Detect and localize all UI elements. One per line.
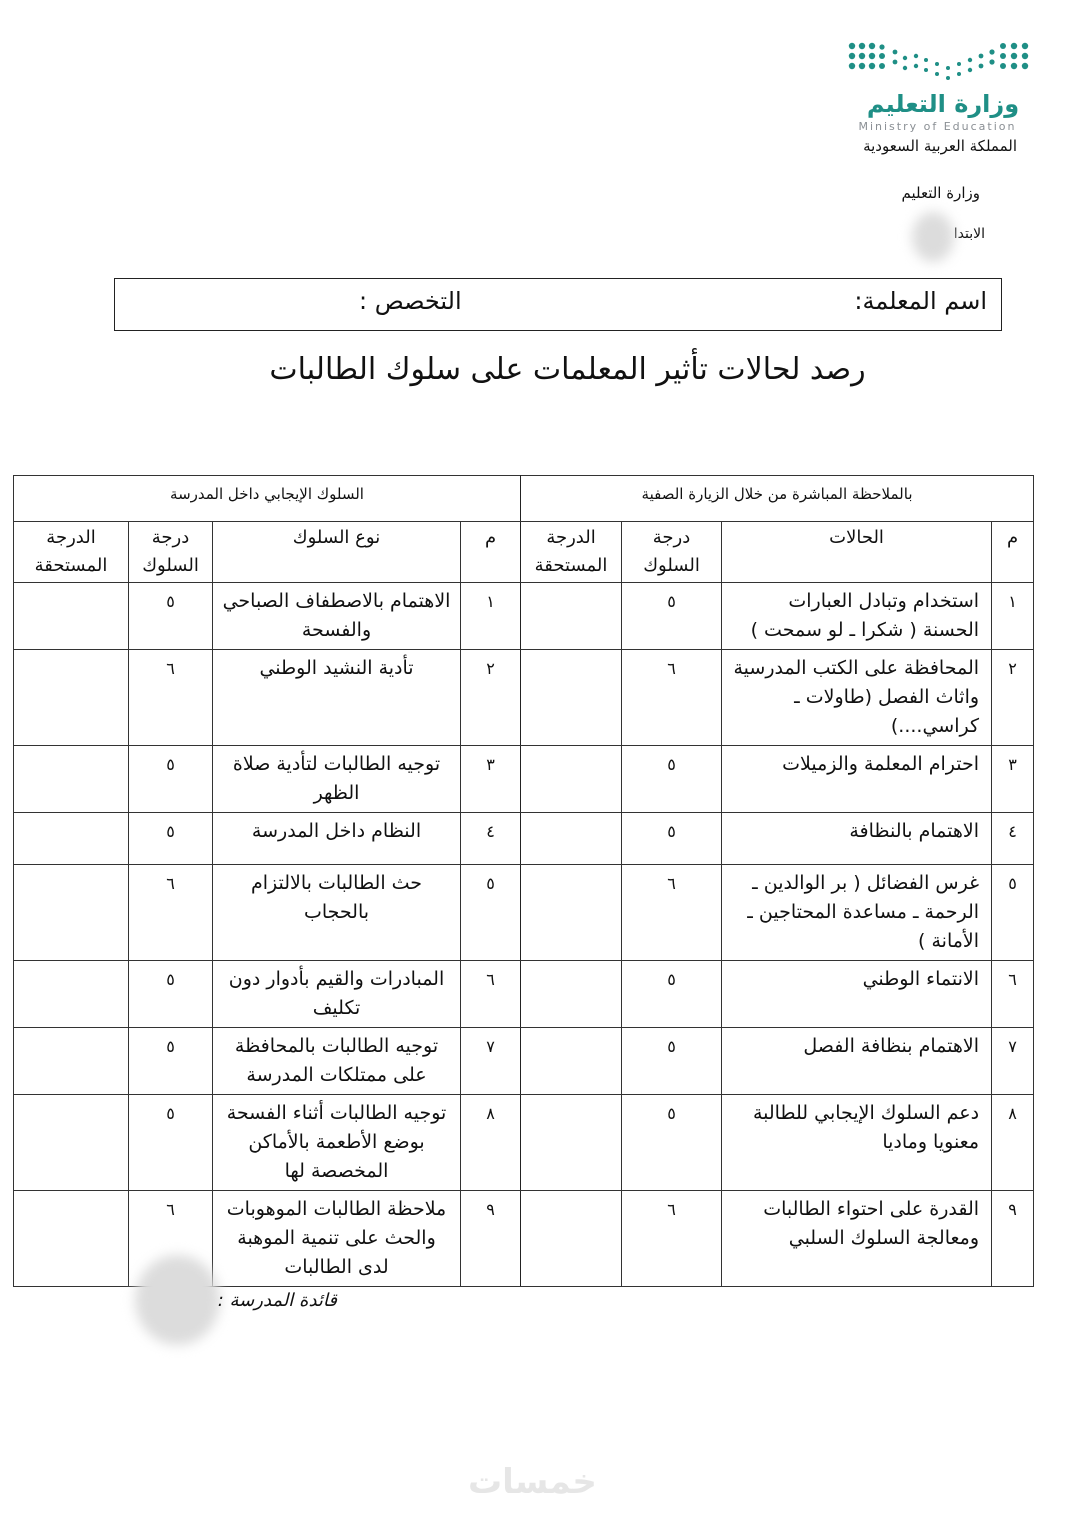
behavior-grade: ٥ bbox=[129, 1028, 213, 1095]
behavior-grade: ٦ bbox=[129, 865, 213, 961]
behavior-type-text: الاهتمام بالاصطفاف الصباحي والفسحة bbox=[213, 583, 461, 650]
case-text: القدرة على احتواء الطالبات ومعالجة السلوك السلبي bbox=[722, 1191, 992, 1287]
behavior-table bbox=[13, 475, 1034, 1287]
case-behavior-grade: ٥ bbox=[622, 1095, 722, 1191]
behavior-type-text: توجيه الطالبات لتأدية صلاة الظهر bbox=[213, 746, 461, 813]
school-line: الابتدا bbox=[953, 226, 985, 242]
page-title: رصد لحالات تأثير المعلمات على سلوك الطالبات bbox=[269, 352, 866, 387]
kingdom-line: المملكة العربية السعودية bbox=[863, 137, 1017, 155]
behavior-type-text: المبادرات والقيم بأدوار دون تكليف bbox=[213, 961, 461, 1028]
case-earned-grade bbox=[521, 1028, 622, 1095]
row-num-observation: ٦ bbox=[992, 961, 1034, 1028]
case-earned-grade bbox=[521, 1191, 622, 1287]
behavior-earned-grade bbox=[14, 961, 129, 1028]
logo-arabic-text: وزارة التعليم bbox=[866, 90, 1020, 118]
row-num-behavior: ٦ bbox=[461, 961, 521, 1028]
case-text: الانتماء الوطني bbox=[722, 961, 992, 1028]
row-num-observation: ٣ bbox=[992, 746, 1034, 813]
case-behavior-grade: ٦ bbox=[622, 1191, 722, 1287]
behavior-type-text: توجيه الطالبات بالمحافظة على ممتلكات المدرسة bbox=[213, 1028, 461, 1095]
case-earned-grade bbox=[521, 961, 622, 1028]
case-text: الاهتمام بنظافة الفصل bbox=[722, 1028, 992, 1095]
case-behavior-grade: ٥ bbox=[622, 813, 722, 865]
behavior-earned-grade bbox=[14, 583, 129, 650]
header-behavior-grade: درجة السلوك bbox=[129, 522, 213, 583]
behavior-type-text: توجيه الطالبات أثناء الفسحة بوضع الأطعمة بالأماكن المخصصة لها bbox=[213, 1095, 461, 1191]
behavior-earned-grade bbox=[14, 865, 129, 961]
case-text: الاهتمام بالنظافة bbox=[722, 813, 992, 865]
header-earned-grade: الدرجة المستحقة bbox=[14, 522, 129, 583]
behavior-earned-grade bbox=[14, 1028, 129, 1095]
row-num-behavior: ٥ bbox=[461, 865, 521, 961]
behavior-grade: ٥ bbox=[129, 813, 213, 865]
case-earned-grade bbox=[521, 813, 622, 865]
behavior-earned-grade bbox=[14, 1095, 129, 1191]
row-num-behavior: ١ bbox=[461, 583, 521, 650]
specialty-label: التخصص : bbox=[359, 287, 462, 315]
case-behavior-grade: ٥ bbox=[622, 961, 722, 1028]
behavior-grade: ٦ bbox=[129, 1191, 213, 1287]
header-behavior-grade: درجة السلوك bbox=[622, 522, 722, 583]
case-text: غرس الفضائل ( بر الوالدين ـ الرحمة ـ مساعدة المحتاجين ـ الأمانة ) bbox=[722, 865, 992, 961]
teacher-name-label: اسم المعلمة: bbox=[854, 287, 987, 315]
redaction-blur bbox=[912, 212, 954, 262]
behavior-type-text: ملاحظة الطالبات الموهوبات والحث على تنمية الموهبة لدى الطالبات bbox=[213, 1191, 461, 1287]
header-earned-grade: الدرجة المستحقة bbox=[521, 522, 622, 583]
behavior-grade: ٥ bbox=[129, 961, 213, 1028]
behavior-grade: ٥ bbox=[129, 746, 213, 813]
section-header-row bbox=[14, 476, 1034, 522]
table-body bbox=[14, 583, 1034, 1287]
table-row bbox=[14, 813, 1034, 865]
behavior-grade: ٦ bbox=[129, 650, 213, 746]
behavior-grade: ٥ bbox=[129, 583, 213, 650]
row-num-observation: ١ bbox=[992, 583, 1034, 650]
header-num: م bbox=[992, 522, 1034, 583]
table-row bbox=[14, 865, 1034, 961]
case-earned-grade bbox=[521, 583, 622, 650]
table-row bbox=[14, 1095, 1034, 1191]
case-earned-grade bbox=[521, 865, 622, 961]
behavior-type-text: تأدية النشيد الوطني bbox=[213, 650, 461, 746]
case-text: المحافظة على الكتب المدرسية واثاث الفصل (طاولات ـ كراسي....) bbox=[722, 650, 992, 746]
case-text: استخدام وتبادل العبارات الحسنة ( شكرا ـ لو سمحت ) bbox=[722, 583, 992, 650]
table-row bbox=[14, 1028, 1034, 1095]
behavior-earned-grade bbox=[14, 746, 129, 813]
row-num-behavior: ٨ bbox=[461, 1095, 521, 1191]
case-text: احترام المعلمة والزميلات bbox=[722, 746, 992, 813]
behavior-grade: ٥ bbox=[129, 1095, 213, 1191]
row-num-observation: ٢ bbox=[992, 650, 1034, 746]
teacher-info-box bbox=[114, 278, 1002, 331]
row-num-behavior: ٩ bbox=[461, 1191, 521, 1287]
watermark: خمسات bbox=[468, 1462, 597, 1502]
column-header-row bbox=[14, 522, 1034, 583]
section-header-observation: بالملاحظة المباشرة من خلال الزيارة الصفية bbox=[521, 476, 1034, 522]
case-earned-grade bbox=[521, 650, 622, 746]
redaction-blur bbox=[135, 1255, 220, 1345]
logo-english-text: Ministry of Education bbox=[858, 120, 1017, 133]
case-text: دعم السلوك الإيجابي للطالبة معنويا وماديا bbox=[722, 1095, 992, 1191]
row-num-observation: ٩ bbox=[992, 1191, 1034, 1287]
header-cases: الحالات bbox=[722, 522, 992, 583]
behavior-type-text: النظام داخل المدرسة bbox=[213, 813, 461, 865]
header-num: م bbox=[461, 522, 521, 583]
behavior-type-text: حث الطالبات بالالتزام بالحجاب bbox=[213, 865, 461, 961]
header-behavior-type: نوع السلوك bbox=[213, 522, 461, 583]
row-num-observation: ٨ bbox=[992, 1095, 1034, 1191]
table-row bbox=[14, 650, 1034, 746]
behavior-earned-grade bbox=[14, 1191, 129, 1287]
case-earned-grade bbox=[521, 746, 622, 813]
ministry-line: وزارة التعليم bbox=[901, 184, 980, 202]
table-row bbox=[14, 746, 1034, 813]
case-behavior-grade: ٥ bbox=[622, 583, 722, 650]
ministry-logo bbox=[840, 38, 1035, 138]
row-num-observation: ٤ bbox=[992, 813, 1034, 865]
row-num-behavior: ٣ bbox=[461, 746, 521, 813]
case-behavior-grade: ٥ bbox=[622, 746, 722, 813]
section-header-positive-behavior: السلوك الإيجابي داخل المدرسة bbox=[14, 476, 521, 522]
row-num-observation: ٥ bbox=[992, 865, 1034, 961]
case-behavior-grade: ٥ bbox=[622, 1028, 722, 1095]
case-earned-grade bbox=[521, 1095, 622, 1191]
logo-dots-icon bbox=[840, 38, 1035, 88]
table-row bbox=[14, 961, 1034, 1028]
row-num-behavior: ٢ bbox=[461, 650, 521, 746]
school-leader-label: قائدة المدرسة : bbox=[217, 1290, 337, 1311]
case-behavior-grade: ٦ bbox=[622, 650, 722, 746]
case-behavior-grade: ٦ bbox=[622, 865, 722, 961]
row-num-observation: ٧ bbox=[992, 1028, 1034, 1095]
table-row bbox=[14, 583, 1034, 650]
row-num-behavior: ٤ bbox=[461, 813, 521, 865]
row-num-behavior: ٧ bbox=[461, 1028, 521, 1095]
behavior-earned-grade bbox=[14, 650, 129, 746]
behavior-earned-grade bbox=[14, 813, 129, 865]
